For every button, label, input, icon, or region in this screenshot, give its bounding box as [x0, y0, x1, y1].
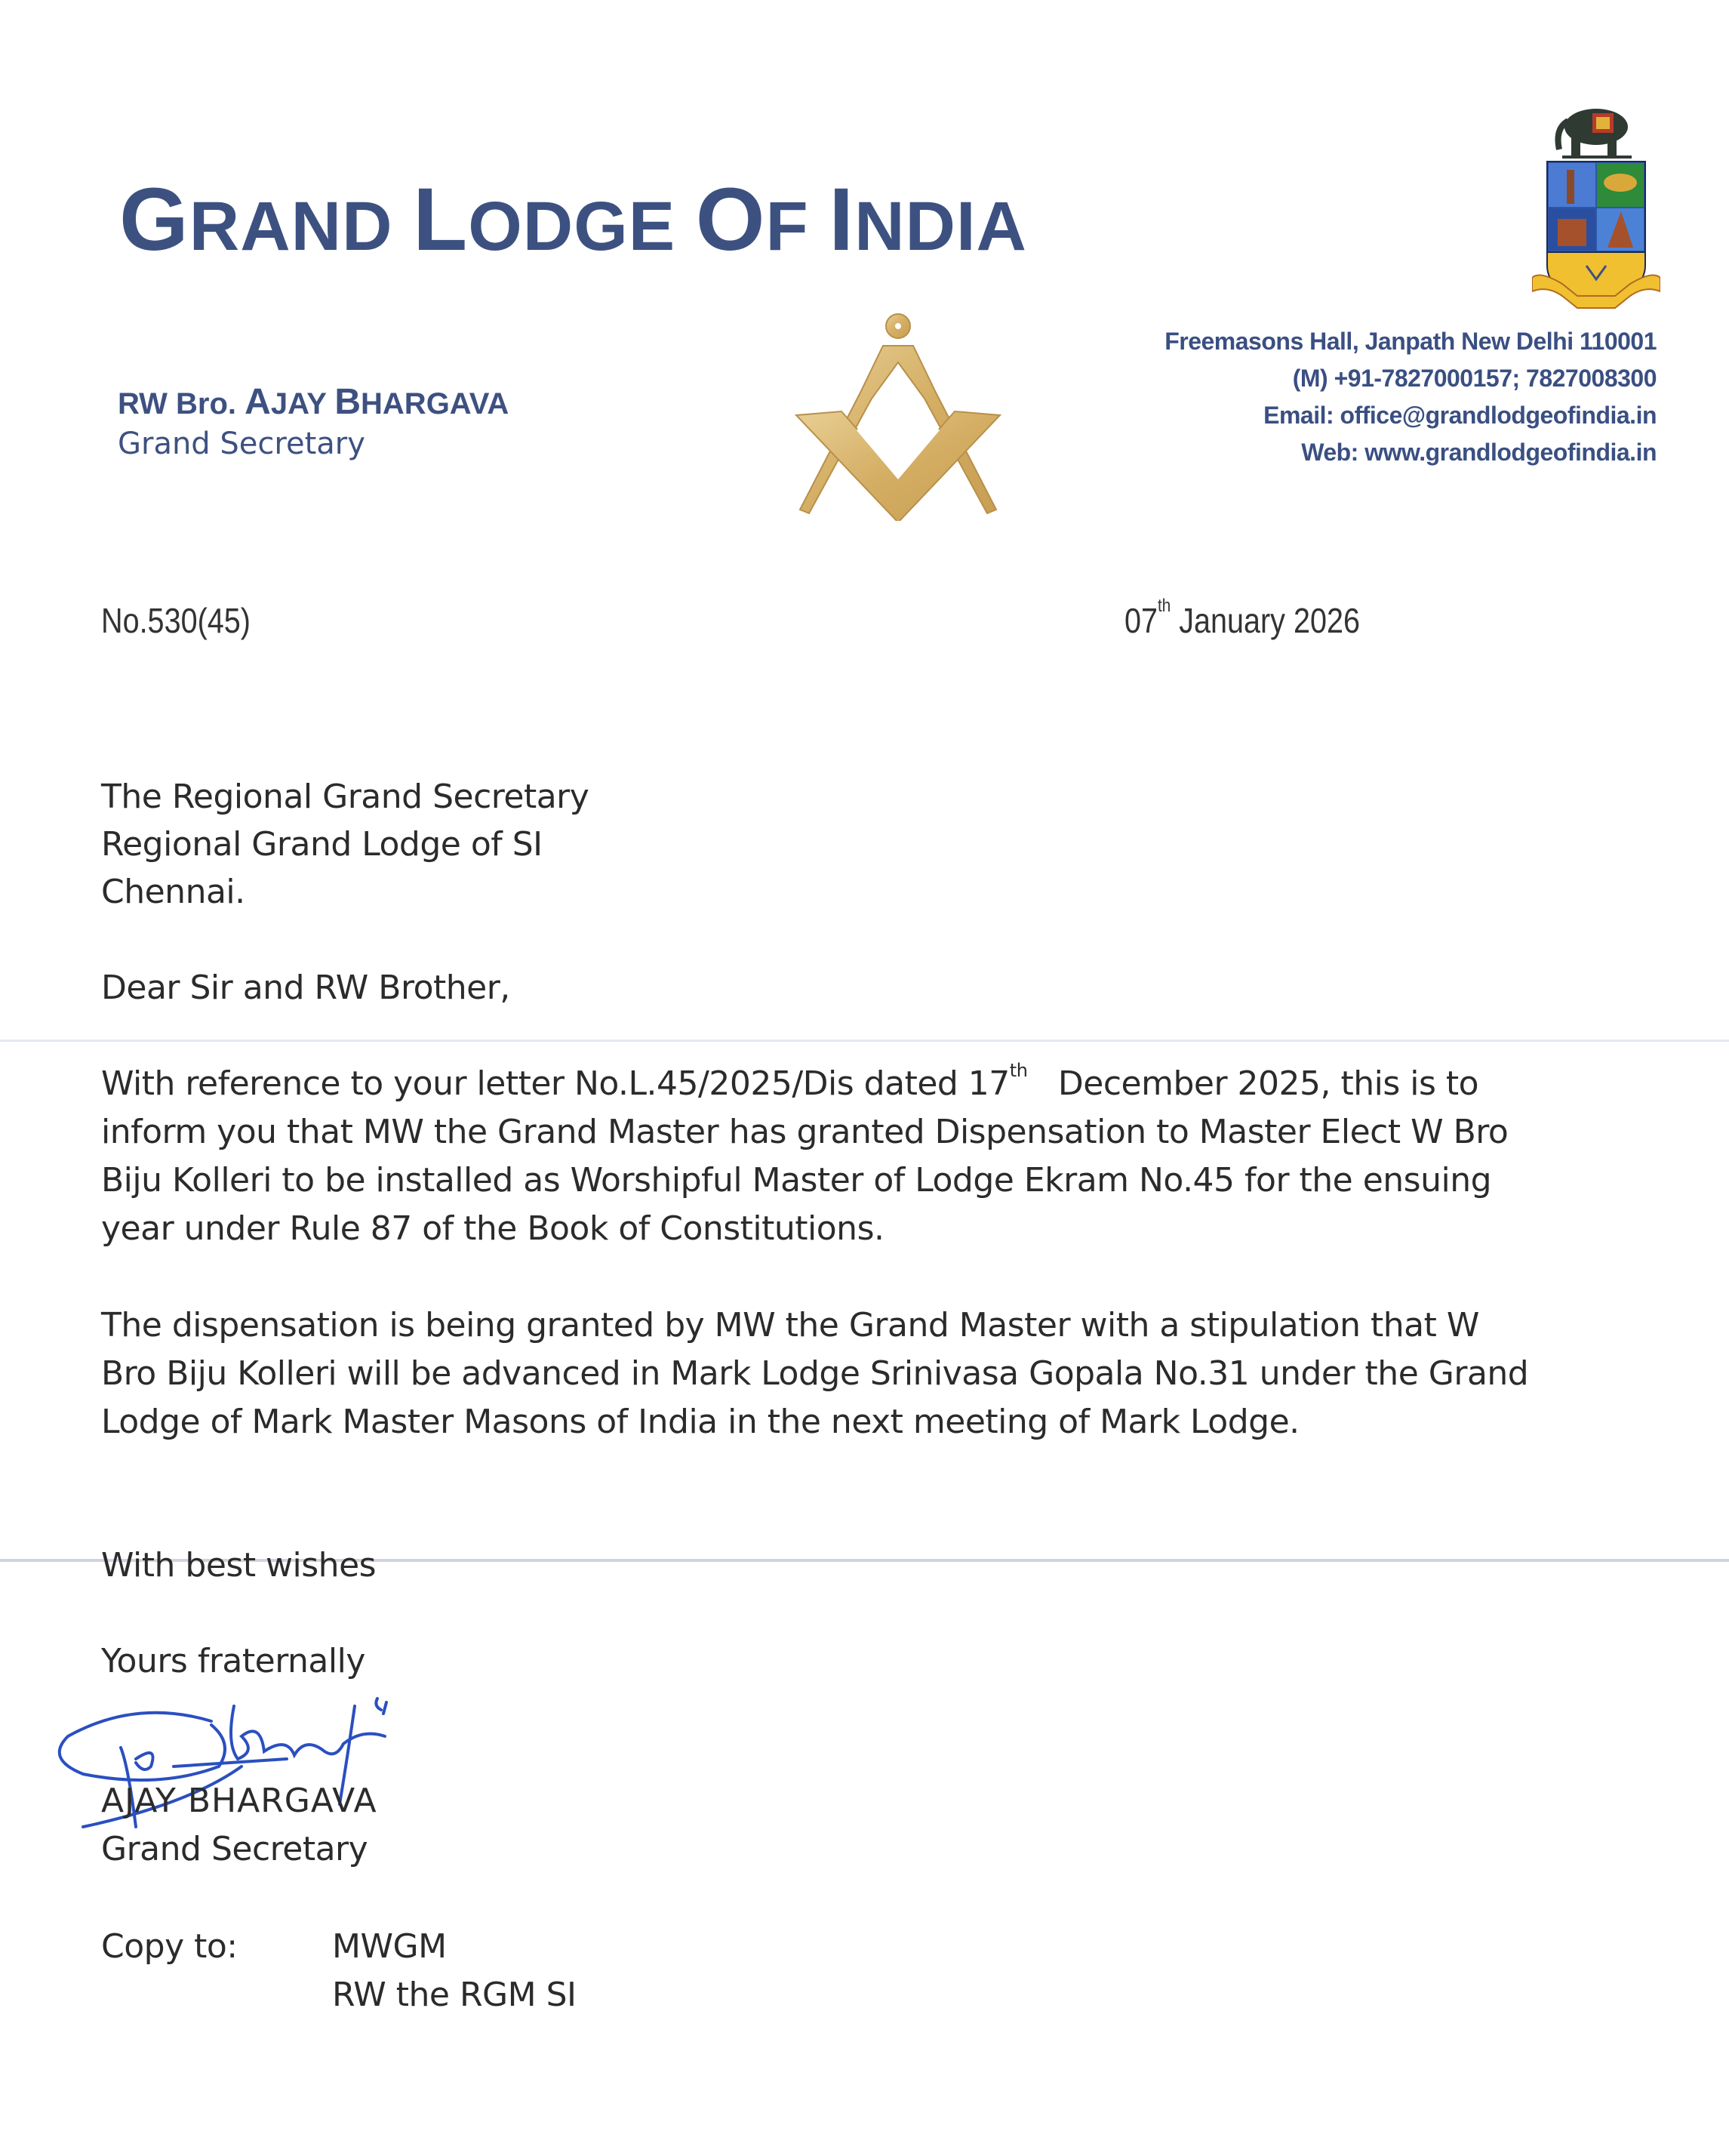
- sender-prefix: RW Bro.: [118, 387, 245, 420]
- ordinal-suffix: th: [1009, 1060, 1028, 1081]
- title-part: RAND: [189, 188, 414, 265]
- paragraph-line: year under Rule 87 of the Book of Constitutions.: [101, 1209, 884, 1248]
- paragraph-text: With reference to your letter No.L.45/2025/Dis dated 17: [101, 1064, 1010, 1103]
- reference-number: No.530(45): [101, 601, 251, 640]
- square-and-compasses-icon: [785, 310, 1011, 521]
- sender-initial: A: [245, 382, 271, 422]
- paragraph-text: December 2025, this is to: [1027, 1064, 1479, 1103]
- sender-last-name: HARGAVA: [361, 387, 509, 420]
- paragraph-line: [101, 1060, 1479, 1103]
- copy-to-label: Copy to:: [101, 1927, 238, 1966]
- paragraph-line: Bro Biju Kolleri will be advanced in Mark Lodge Srinivasa Gopala No.31 under the Grand: [101, 1354, 1529, 1393]
- letter-date: [1124, 596, 1360, 641]
- recipient-line: Chennai.: [101, 873, 245, 911]
- title-initial: I: [829, 170, 855, 270]
- sender-name: [118, 381, 509, 423]
- contact-web[interactable]: Web: www.grandlodgeofindia.in: [1301, 439, 1657, 466]
- sender-first-name: JAY: [270, 387, 335, 420]
- signatory-role: Grand Secretary: [101, 1830, 368, 1868]
- title-part: F: [765, 188, 829, 265]
- shield-icon: [1547, 162, 1645, 302]
- title-initial: O: [695, 170, 766, 270]
- paragraph-line: The dispensation is being granted by MW the Grand Master with a stipulation that W: [101, 1306, 1479, 1344]
- title-part: ODGE: [468, 188, 696, 265]
- contact-block: [1164, 323, 1657, 471]
- title-part: NDIA: [854, 188, 1027, 265]
- paragraph-line: inform you that MW the Grand Master has granted Dispensation to Master Elect W Bro: [101, 1113, 1509, 1151]
- signatory-name: AJAY BHARGAVA: [101, 1782, 377, 1820]
- paragraph-line: Biju Kolleri to be installed as Worshipful Master of Lodge Ekram No.45 for the ensuing: [101, 1161, 1492, 1200]
- contact-email[interactable]: Email: office@grandlodgeofindia.in: [1263, 402, 1657, 429]
- organization-title: [119, 170, 1027, 270]
- copy-to-recipient: RW the RGM SI: [332, 1976, 577, 2014]
- paragraph-line: Lodge of Mark Master Masons of India in the next meeting of Mark Lodge.: [101, 1403, 1300, 1441]
- title-initial: G: [119, 170, 189, 270]
- recipient-line: The Regional Grand Secretary: [101, 778, 589, 816]
- scan-artifact-line: [0, 1040, 1729, 1042]
- salutation: Dear Sir and RW Brother,: [101, 969, 510, 1007]
- contact-phone: (M) +91-7827000157; 7827008300: [1292, 365, 1657, 392]
- elephant-icon: [1558, 109, 1632, 159]
- sender-role: Grand Secretary: [118, 427, 365, 461]
- copy-to-recipient: MWGM: [332, 1927, 447, 1966]
- sender-initial: B: [334, 382, 361, 422]
- title-initial: L: [413, 170, 469, 270]
- date-day: 07: [1124, 601, 1158, 640]
- valediction: Yours fraternally: [101, 1642, 365, 1680]
- recipient-line: Regional Grand Lodge of SI: [101, 825, 543, 864]
- date-month-year: January 2026: [1171, 601, 1360, 640]
- contact-address: Freemasons Hall, Janpath New Delhi 110001: [1164, 328, 1657, 355]
- closing-wishes: With best wishes: [101, 1546, 377, 1585]
- coat-of-arms-icon: [1532, 98, 1660, 310]
- date-suffix: th: [1158, 596, 1171, 616]
